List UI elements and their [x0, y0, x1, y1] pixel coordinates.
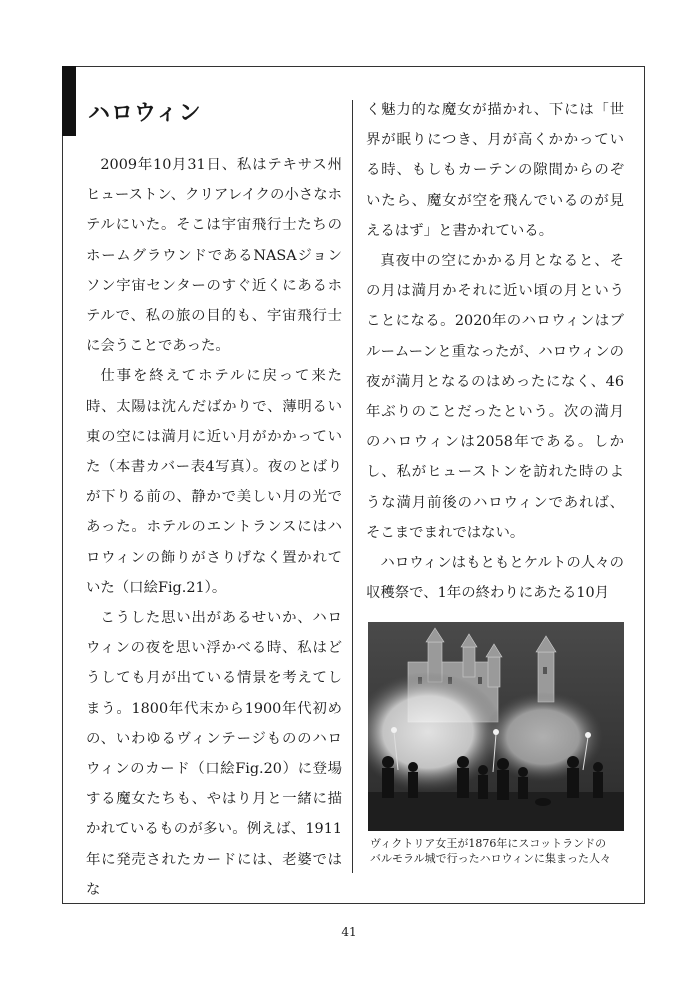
column-divider [352, 100, 353, 873]
halloween-balmoral-illustration [368, 622, 624, 831]
paragraph: こうした思い出があるせいか、ハロウィンの夜を思い浮かべる時、私はどうしても月が出ている情景を考えてしまう。1800年代末から1900年代初めの、いわゆるヴィンテージもののハロウィンのカード（口絵Fig.20）に登場する魔女たちも、やはり月と一緒に描かれているものが多い。例えば、1911年に発売されたカードには、老婆ではな [86, 610, 342, 898]
title-marker-bar [62, 66, 76, 136]
illustration-image [368, 622, 624, 831]
page-number: 41 [341, 925, 357, 939]
paragraph: ハロウィンはもともとケルトの人々の収穫祭で、1年の終わりにあたる10月 [366, 555, 624, 602]
paragraph: く魅力的な魔女が描かれ、下には「世界が眠りにつき、月が高くかかっている時、もしもカーテンの隙間からのぞいたら、魔女が空を飛んでいるのが見えるはず」と書かれている。 [366, 102, 624, 239]
left-column [86, 150, 342, 905]
section-title: ハロウィン [88, 100, 202, 126]
caption-line: ヴィクトリア女王が1876年にスコットランドの [370, 837, 607, 850]
right-column [366, 95, 624, 608]
paragraph: 2009年10月31日、私はテキサス州ヒューストン、クリアレイクの小さなホテルにいた。そこは宇宙飛行士たちのホームグラウンドであるNASAジョンソン宇宙センターのすぐ近くにあるホテルで、私の旅の目的も、宇宙飛行士に会うことであった。 [86, 157, 342, 355]
paragraph: 仕事を終えてホテルに戻って来た時、太陽は沈んだばかりで、薄明るい東の空には満月に近い月がかかっていた（本書カバー表4写真）。夜のとばりが下りる前の、静かで美しい月の光であった。ホテルのエントランスにはハロウィンの飾りがさりげなく置かれていた（口絵Fig.21）。 [86, 368, 342, 596]
caption-line: バルモラル城で行ったハロウィンに集まった人々 [370, 852, 612, 865]
paragraph: 真夜中の空にかかる月となると、その月は満月かそれに近い頃の月ということになる。2020年のハロウィンはブルームーンと重なったが、ハロウィンの夜が満月となるのはめったになく、46年ぶりのことだったという。次の満月のハロウィンは2058年である。しかし、私がヒューストンを訪れた時のような満月前後のハロウィンであれば、そこまでまれではない。 [366, 253, 624, 541]
illustration-caption [370, 836, 626, 866]
